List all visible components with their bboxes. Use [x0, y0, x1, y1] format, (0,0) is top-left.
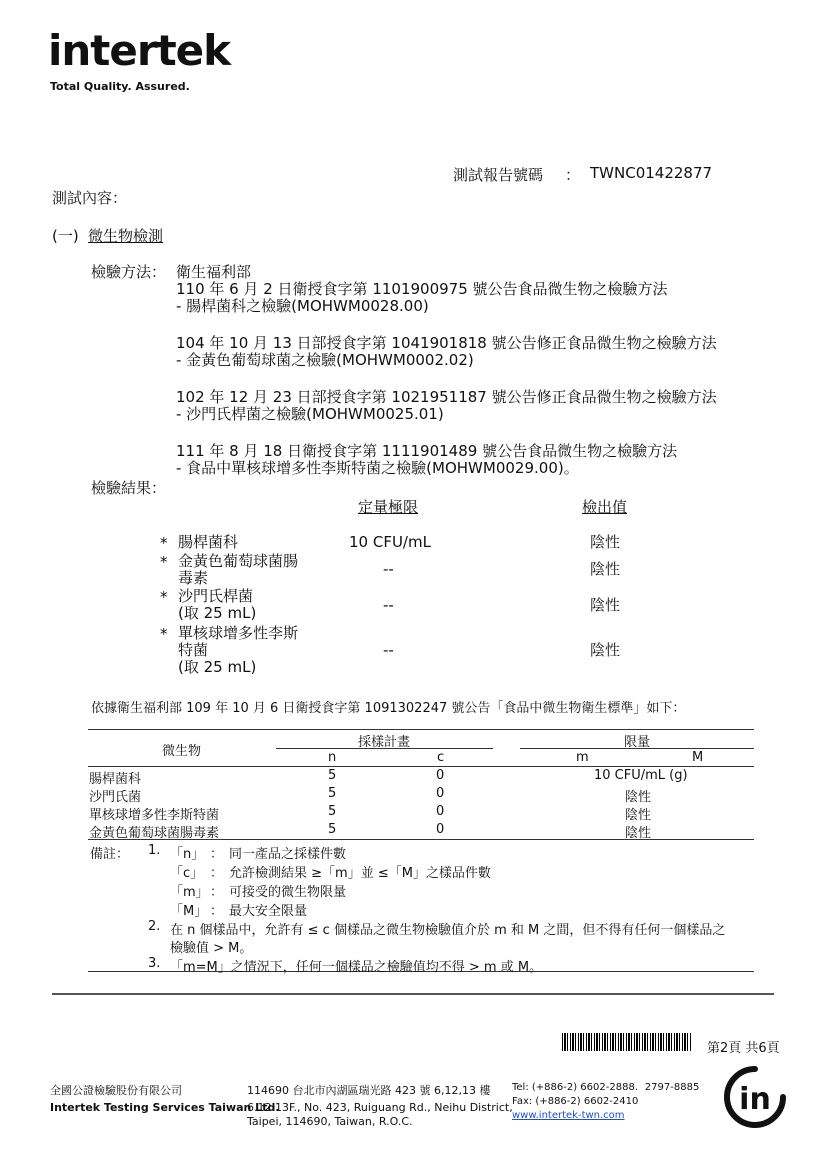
- result-star: *: [160, 553, 168, 571]
- intertek-logo: intertek: [48, 26, 231, 75]
- note-def-key: 「n」: [170, 847, 205, 862]
- method-line: 110 年 6 月 2 日衛授食字第 1101900975 號公告食品微生物之檢驗方法: [176, 280, 668, 298]
- result-item-name-cont: (取 25 mL): [178, 604, 257, 622]
- note-number: 2.: [148, 919, 161, 934]
- footer-fax: Fax: (+886-2) 6602-2410: [512, 1096, 639, 1107]
- std-row-name: 單核球增多性李斯特菌: [89, 808, 220, 823]
- logo-tagline: Total Quality. Assured.: [50, 80, 190, 93]
- std-row-n: 5: [328, 768, 337, 783]
- result-item-limit: --: [383, 641, 394, 659]
- note-text: 檢驗值 > M。: [170, 941, 253, 956]
- footer-address-zh: 114690 台北市內湖區瑞光路 423 號 6,12,13 樓: [247, 1084, 491, 1097]
- footer-tel: Tel: (+886-2) 6602-2888．2797-8885: [512, 1082, 700, 1093]
- footer-company-en: Intertek Testing Services Taiwan Ltd.: [50, 1101, 280, 1114]
- note-number: 3.: [148, 956, 161, 971]
- std-row-n: 5: [328, 822, 337, 837]
- result-item-value: 陰性: [590, 560, 621, 578]
- result-item-limit: --: [383, 596, 394, 614]
- table-rule: [88, 729, 754, 730]
- result-item-name: 沙門氏桿菌: [178, 587, 254, 605]
- method-line: - 金黃色葡萄球菌之檢驗(MOHWM0002.02): [176, 351, 474, 369]
- method-line: - 食品中單核球增多性李斯特菌之檢驗(MOHWM0029.00)。: [176, 459, 579, 477]
- std-row-n: 5: [328, 804, 337, 819]
- note-def-key: 「m」: [170, 885, 209, 900]
- footer-company-zh: 全國公證檢驗股份有限公司: [50, 1084, 182, 1097]
- result-item-limit: 10 CFU/mL: [349, 533, 431, 551]
- std-row-limit: 陰性: [625, 790, 652, 805]
- footer-divider: [52, 993, 774, 995]
- footer-address-en: 6.12.13F., No. 423, Ruiguang Rd., Neihu District,: [247, 1101, 513, 1114]
- result-item-name: 單核球增多性李斯: [178, 624, 299, 642]
- std-header-n: n: [328, 750, 337, 765]
- section-title: 微生物檢測: [88, 227, 164, 245]
- std-row-c: 0: [436, 804, 445, 819]
- result-item-value: 陰性: [590, 596, 621, 614]
- note-def-text: 允許檢測結果 ≥「m」並 ≤「M」之樣品件數: [229, 866, 491, 881]
- section-prefix: (一): [52, 227, 79, 245]
- std-row-name: 沙門氏菌: [89, 790, 142, 805]
- result-item-name-cont: 特菌: [178, 641, 209, 659]
- method-label: 檢驗方法：: [91, 263, 167, 281]
- result-item-name: 腸桿菌科: [178, 533, 239, 551]
- note-def-colon: ：: [210, 904, 224, 919]
- note-number: 1.: [148, 843, 161, 858]
- report-number-label: 測試報告號碼: [453, 166, 544, 184]
- note-def-text: 最大安全限量: [229, 904, 308, 919]
- std-row-c: 0: [436, 768, 445, 783]
- result-star: *: [160, 625, 168, 643]
- std-row-name: 金黃色葡萄球菌腸毒素: [89, 826, 220, 841]
- result-item-name-cont: (取 25 mL): [178, 658, 257, 676]
- method-line: - 沙門氏桿菌之檢驗(MOHWM0025.01): [176, 405, 444, 423]
- intertek-badge-icon: [721, 1063, 789, 1131]
- note-def-text: 可接受的微生物限量: [229, 885, 347, 900]
- result-col-limit: 定量極限: [358, 498, 419, 516]
- footer-address-en: Taipei, 114690, Taiwan, R.O.C.: [247, 1115, 413, 1128]
- method-line: 111 年 8 月 18 日衛授食字第 1111901489 號公告食品微生物之檢驗方法: [176, 442, 678, 460]
- std-row-limit: 陰性: [625, 826, 652, 841]
- page-number: 第2頁 共6頁: [707, 1041, 780, 1056]
- table-rule: [88, 766, 754, 767]
- badge-text: in: [739, 1082, 771, 1117]
- result-star: *: [160, 588, 168, 606]
- method-line: 104 年 10 月 13 日部授食字第 1041901818 號公告修正食品微生物之檢驗方法: [176, 334, 717, 352]
- notes-label: 備註：: [90, 847, 130, 862]
- footer-website-link[interactable]: www.intertek-twn.com: [512, 1110, 625, 1121]
- method-line: 102 年 12 月 23 日部授食字第 1021951187 號公告修正食品微生物之檢驗方法: [176, 388, 717, 406]
- content-title: 測試內容：: [52, 189, 128, 207]
- note-def-key: 「M」: [170, 904, 208, 919]
- report-number: TWNC01422877: [590, 164, 713, 182]
- std-header-limit: 限量: [624, 735, 651, 750]
- std-header-c: c: [437, 750, 445, 765]
- std-header-microbe: 微生物: [162, 744, 202, 759]
- method-line: 衛生福利部: [176, 263, 252, 281]
- std-row-name: 腸桿菌科: [89, 772, 142, 787]
- std-row-limit: 10 CFU/mL (g): [594, 768, 688, 783]
- note-def-key: 「c」: [170, 866, 204, 881]
- result-col-value: 檢出值: [582, 498, 628, 516]
- std-row-c: 0: [436, 822, 445, 837]
- result-item-name-cont: 毒素: [178, 569, 209, 587]
- result-label: 檢驗結果：: [91, 479, 167, 497]
- standard-basis: 依據衛生福利部 109 年 10 月 6 日衛授食字第 1091302247 號公告「食品中微生物衛生標準」如下：: [91, 701, 686, 716]
- barcode: [562, 1033, 692, 1051]
- result-star: *: [160, 534, 168, 552]
- note-text: 「m=M」之情況下，任何一個樣品之檢驗值均不得 > m 或 M。: [170, 960, 543, 975]
- note-def-colon: ：: [210, 866, 224, 881]
- result-item-value: 陰性: [590, 533, 621, 551]
- method-line: - 腸桿菌科之檢驗(MOHWM0028.00): [176, 297, 429, 315]
- std-row-n: 5: [328, 786, 337, 801]
- note-text: 在 n 個樣品中，允許有 ≤ c 個樣品之微生物檢驗值介於 m 和 M 之間，但不得有任何一個樣品之: [170, 923, 726, 938]
- result-item-name: 金黃色葡萄球菌腸: [178, 552, 299, 570]
- std-header-m: m: [576, 750, 589, 765]
- std-header-M: M: [692, 750, 704, 765]
- std-header-sampling: 採樣計畫: [358, 735, 411, 750]
- report-number-colon: ：: [565, 166, 581, 184]
- result-item-value: 陰性: [590, 641, 621, 659]
- note-def-colon: ：: [210, 847, 224, 862]
- std-row-limit: 陰性: [625, 808, 652, 823]
- note-def-text: 同一產品之採樣件數: [229, 847, 347, 862]
- note-def-colon: ：: [210, 885, 224, 900]
- std-row-c: 0: [436, 786, 445, 801]
- result-item-limit: --: [383, 560, 394, 578]
